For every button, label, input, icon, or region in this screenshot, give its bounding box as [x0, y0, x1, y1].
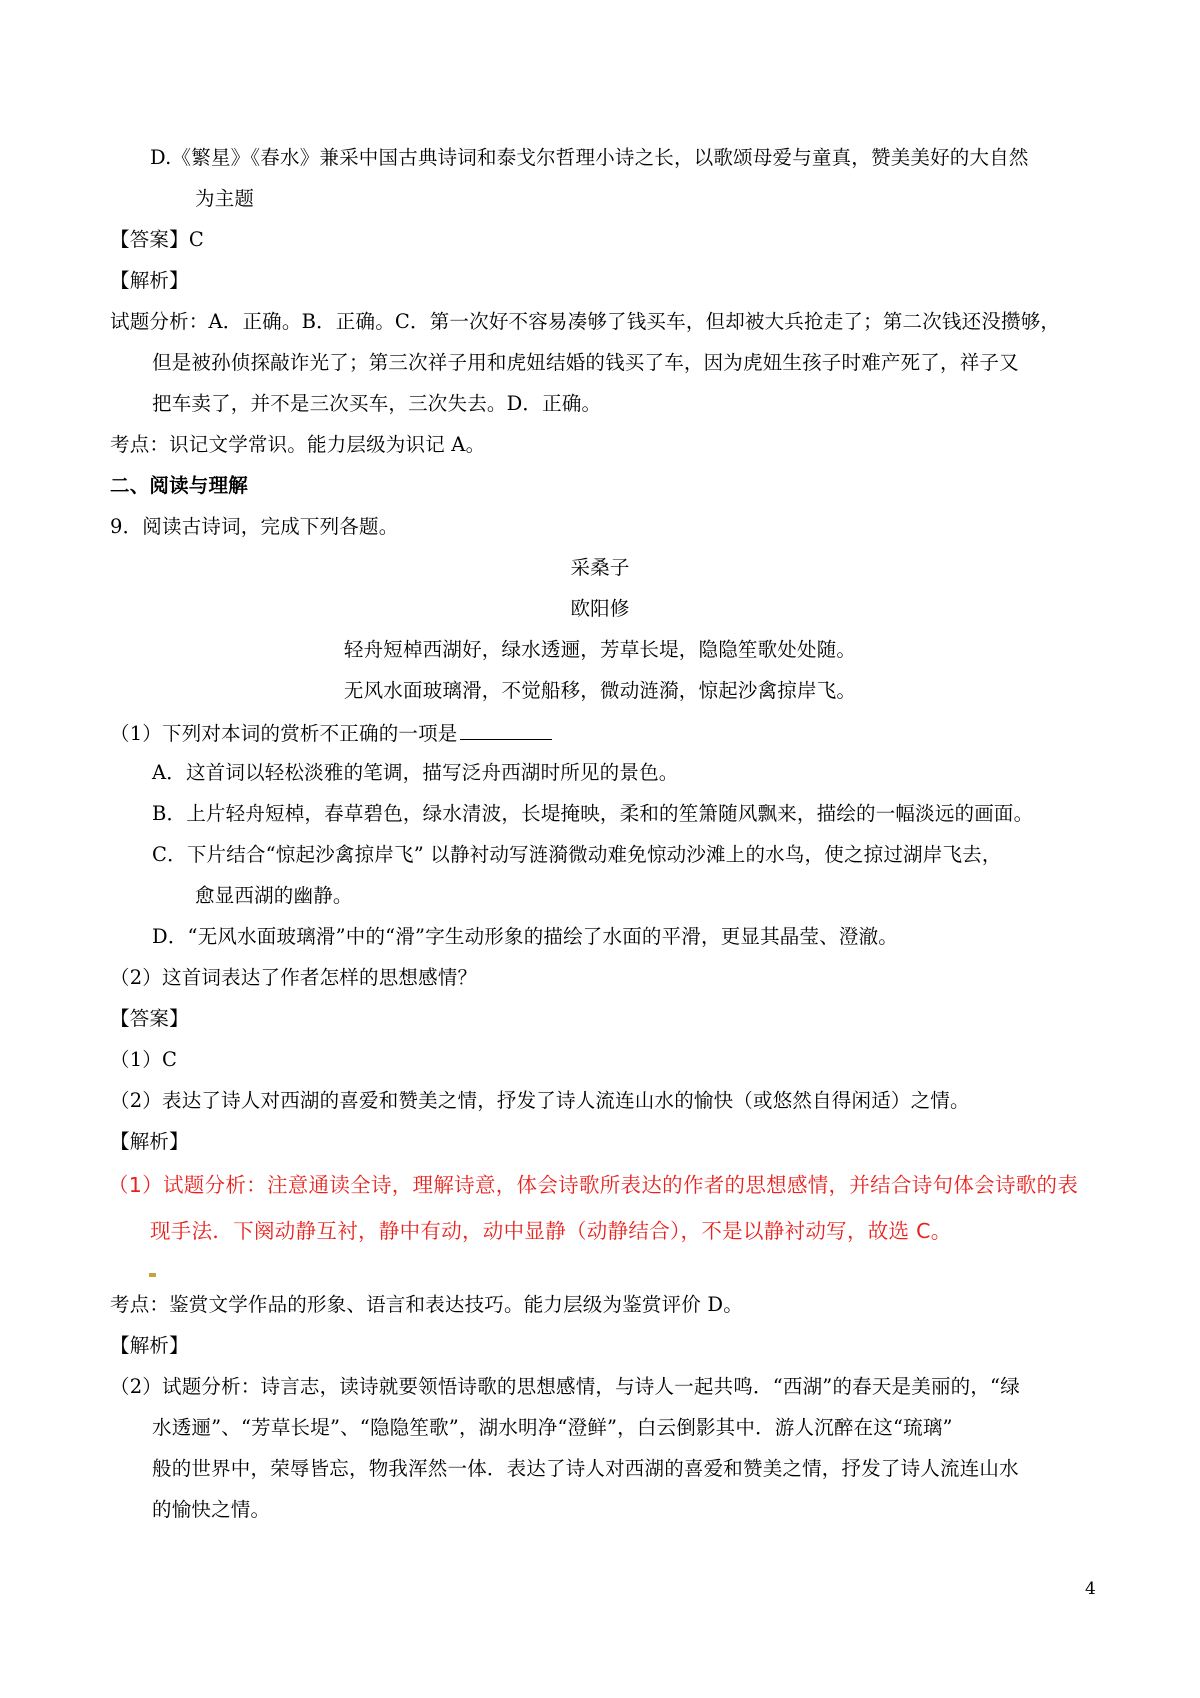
analysis-2-label: 【解析】	[110, 1334, 189, 1357]
poem-line2: 无风水面玻璃滑，不觉船移，微动涟漪，惊起沙禽掠岸飞。	[343, 679, 857, 702]
prev-analysis-line2: 但是被孙侦探敲诈光了；第三次祥子用和虎妞结婚的钱买了车，因为虎妞生孩子时难产死了，祥子又	[152, 351, 1019, 374]
highlight-marker	[149, 1273, 156, 1277]
answer-label: 【答案】	[110, 1007, 189, 1030]
answer-2: （2）表达了诗人对西湖的喜爱和赞美之情，抒发了诗人流连山水的愉快（或悠然自得闲适）之情。	[110, 1089, 970, 1112]
option-c-line2: 愈显西湖的幽静。	[195, 884, 353, 907]
answer-blank	[460, 719, 552, 740]
prev-analysis-line1: 试题分析：A．正确。B．正确。C．第一次好不容易凑够了钱买车，但却被大兵抢走了；第二次钱还没攒够，	[110, 310, 1061, 333]
sub-question-1	[110, 719, 552, 747]
analysis-2-line2: 水透逦”、“芳草长堤”、“隐隐笙歌”，湖水明净“澄鲜”，白云倒影其中．游人沉醉在这“琉璃”	[152, 1416, 953, 1439]
analysis-2-line3: 般的世界中，荣辱皆忘，物我浑然一体．表达了诗人对西湖的喜爱和赞美之情，抒发了诗人流连山水	[152, 1457, 1019, 1480]
analysis-1-red-line1: （1）试题分析：注意通读全诗，理解诗意，体会诗歌所表达的作者的思想感情，并结合诗句体会诗歌的表	[108, 1173, 1079, 1197]
option-c-line1: C．下片结合“惊起沙禽掠岸飞” 以静衬动写涟漪微动难免惊动沙滩上的水鸟，使之掠过湖岸飞去，	[152, 843, 1002, 866]
answer-1: （1）C	[110, 1048, 178, 1071]
analysis-1-red-line2: 现手法．下阕动静互衬，静中有动，动中显静（动静结合），不是以静衬动写，故选 C。	[150, 1219, 952, 1243]
poem-author: 欧阳修	[570, 597, 630, 620]
poem-line1: 轻舟短棹西湖好，绿水透逦，芳草长堤，隐隐笙歌处处随。	[343, 638, 857, 661]
prev-option-d-line2: 为主题	[195, 187, 255, 210]
option-d: D．“无风水面玻璃滑”中的“滑”字生动形象的描绘了水面的平滑，更显其晶莹、澄澈。	[152, 925, 899, 948]
sub-question-2: （2）这首词表达了作者怎样的思想感情？	[110, 966, 478, 989]
prev-answer-value: C	[188, 228, 204, 251]
prev-answer-label: 【答案】	[110, 228, 189, 251]
prev-option-d-line1: D.《繁星》《春水》兼采中国古典诗词和泰戈尔哲理小诗之长，以歌颂母爱与童真，赞美美好的大自然	[150, 146, 1029, 169]
analysis-2-line4: 的愉快之情。	[152, 1498, 271, 1521]
analysis-2-line1: （2）试题分析：诗言志，读诗就要领悟诗歌的思想感情，与诗人一起共鸣．“西湖”的春天是美丽的，“绿	[110, 1375, 1020, 1398]
option-a: A．这首词以轻松淡雅的笔调，描写泛舟西湖时所见的景色。	[152, 761, 679, 784]
sub-question-1-text: （1）下列对本词的赏析不正确的一项是	[110, 722, 458, 745]
prev-kaodian: 考点：识记文学常识。能力层级为识记 A。	[110, 433, 486, 456]
analysis-1-label: 【解析】	[110, 1130, 189, 1153]
prev-answer	[110, 227, 204, 253]
prev-analysis-line3: 把车卖了，并不是三次买车，三次失去。D．正确。	[152, 392, 602, 415]
section-title: 二、阅读与理解	[110, 474, 248, 497]
option-b: B．上片轻舟短棹，春草碧色，绿水清波，长堤掩映，柔和的笙箫随风飘来，描绘的一幅淡远的画面。	[152, 802, 1034, 825]
page-number: 4	[1085, 1579, 1096, 1599]
poem-title: 采桑子	[570, 556, 630, 579]
prev-analysis-label: 【解析】	[110, 269, 189, 292]
question-stem: 9．阅读古诗词，完成下列各题。	[110, 515, 399, 538]
analysis-1-kaodian: 考点：鉴赏文学作品的形象、语言和表达技巧。能力层级为鉴赏评价 D。	[110, 1293, 743, 1316]
